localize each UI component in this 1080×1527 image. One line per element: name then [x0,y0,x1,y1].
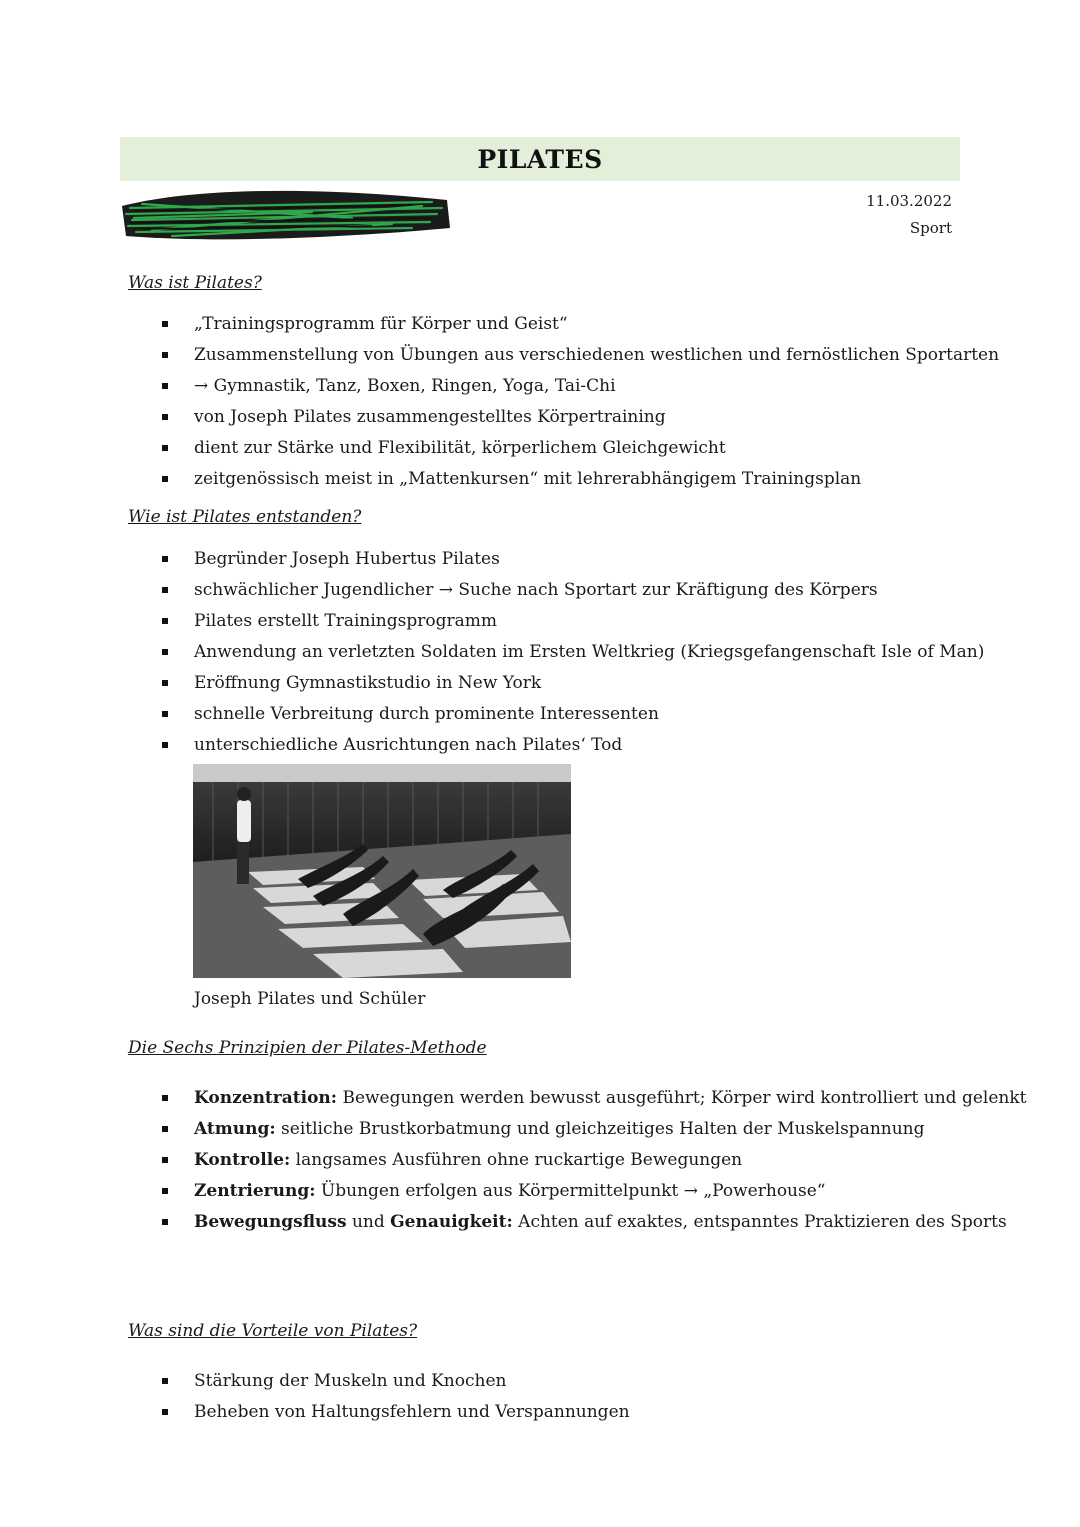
page-title: PILATES [477,144,603,174]
list-item: Pilates erstellt Trainingsprogramm [0,606,984,637]
photo-caption: Joseph Pilates und Schüler [194,989,426,1009]
list-item: „Trainingsprogramm für Körper und Geist“ [0,309,999,340]
document-subject: Sport [909,219,952,237]
bullet-icon [162,476,168,482]
bullet-icon [162,1378,168,1384]
list-entstanden [0,544,984,761]
section-heading-entstanden: Wie ist Pilates entstanden? [128,507,362,527]
bullet-icon [162,1126,168,1132]
list-item: schwächlicher Jugendlicher → Suche nach Sportart zur Kräftigung des Körpers [0,575,984,606]
redacted-name-scribble [112,178,457,248]
list-item: Beheben von Haltungsfehlern und Verspannungen [0,1397,630,1428]
list-item: Bewegungsfluss und Genauigkeit: Achten auf exaktes, entspanntes Praktizieren des Sports [0,1207,1080,1238]
bullet-icon [162,1409,168,1415]
list-vorteile [0,1366,630,1428]
bullet-icon [162,1157,168,1163]
bullet-icon [162,556,168,562]
list-item: dient zur Stärke und Flexibilität, körperlichem Gleichgewicht [0,433,999,464]
bullet-icon [162,587,168,593]
bullet-icon [162,383,168,389]
bullet-icon [162,680,168,686]
list-item: Stärkung der Muskeln und Knochen [0,1366,630,1397]
bullet-icon [162,352,168,358]
bullet-icon [162,445,168,451]
list-was-ist [0,309,999,495]
list-item: → Gymnastik, Tanz, Boxen, Ringen, Yoga, Tai-Chi [0,371,999,402]
section-heading-was-ist: Was ist Pilates? [128,273,262,293]
bullet-icon [162,618,168,624]
list-prinzipien [0,1083,1080,1238]
list-item: Anwendung an verletzten Soldaten im Ersten Weltkrieg (Kriegsgefangenschaft Isle of Man) [0,637,984,668]
list-item: unterschiedliche Ausrichtungen nach Pilates‘ Tod [0,730,984,761]
section-heading-prinzipien: Die Sechs Prinzipien der Pilates-Methode [128,1038,487,1058]
bullet-icon [162,649,168,655]
list-item: Kontrolle: langsames Ausführen ohne ruckartige Bewegungen [0,1145,1080,1176]
list-item: schnelle Verbreitung durch prominente Interessenten [0,699,984,730]
section-heading-vorteile: Was sind die Vorteile von Pilates? [128,1321,418,1341]
list-item: Zentrierung: Übungen erfolgen aus Körpermittelpunkt → „Powerhouse“ [0,1176,1080,1207]
list-item: Konzentration: Bewegungen werden bewusst ausgeführt; Körper wird kontrolliert und gelenkt [0,1083,1080,1114]
bullet-icon [162,1219,168,1225]
list-item: Begründer Joseph Hubertus Pilates [0,544,984,575]
title-banner [120,137,960,181]
bullet-icon [162,711,168,717]
list-item: Eröffnung Gymnastikstudio in New York [0,668,984,699]
bullet-icon [162,321,168,327]
bullet-icon [162,414,168,420]
list-item: Atmung: seitliche Brustkorbatmung und gleichzeitiges Halten der Muskelspannung [0,1114,1080,1145]
bullet-icon [162,742,168,748]
pilates-class-photo [193,764,571,978]
list-item: von Joseph Pilates zusammengestelltes Körpertraining [0,402,999,433]
list-item: zeitgenössisch meist in „Mattenkursen“ mit lehrerabhängigem Trainingsplan [0,464,999,495]
document-date: 11.03.2022 [866,192,952,210]
list-item: Zusammenstellung von Übungen aus verschiedenen westlichen und fernöstlichen Sportarten [0,340,999,371]
bullet-icon [162,1188,168,1194]
bullet-icon [162,1095,168,1101]
